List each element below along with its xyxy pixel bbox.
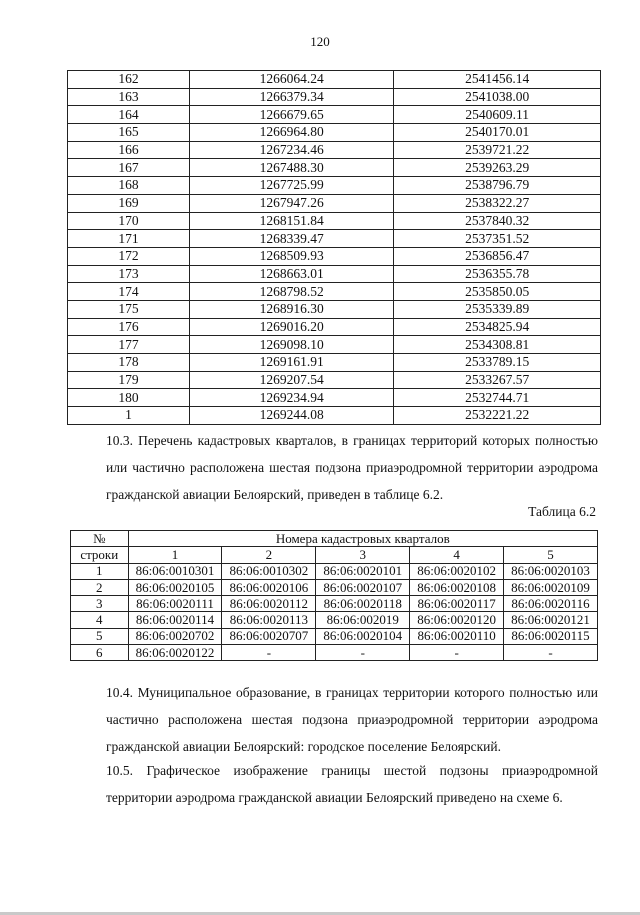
coordinate-y: 2536856.47 [394, 247, 601, 265]
table-row [71, 596, 598, 612]
cadastral-quarter-cell: 86:06:0020104 [316, 628, 410, 644]
header-group: Номера кадастровых кварталов [128, 531, 597, 547]
header-row-label: строки [71, 547, 129, 563]
coordinate-x: 1269234.94 [189, 389, 394, 407]
table-caption: Таблица 6.2 [528, 504, 596, 519]
coordinate-x: 1267234.46 [189, 141, 394, 159]
coordinate-y: 2536355.78 [394, 265, 601, 283]
cadastral-quarter-cell: 86:06:0020109 [504, 579, 598, 595]
coordinate-y: 2540609.11 [394, 106, 601, 124]
cadastral-quarter-cell: - [222, 645, 316, 661]
table-row [71, 628, 598, 644]
coordinate-y: 2539263.29 [394, 159, 601, 177]
header-number-sign: № [71, 531, 129, 547]
cadastral-quarter-cell: - [316, 645, 410, 661]
col-number: 4 [410, 547, 504, 563]
coordinate-x: 1268509.93 [189, 247, 394, 265]
cadastral-quarter-cell: 86:06:0020702 [128, 628, 222, 644]
table-row [68, 247, 601, 265]
coordinate-x: 1269161.91 [189, 354, 394, 372]
coordinate-x: 1268339.47 [189, 230, 394, 248]
point-number: 166 [68, 141, 190, 159]
cadastral-quarter-cell: 86:06:0020118 [316, 596, 410, 612]
cadastral-quarter-cell: 86:06:0020103 [504, 563, 598, 579]
table-row [68, 194, 601, 212]
coordinate-y: 2541038.00 [394, 88, 601, 106]
table-row [71, 645, 598, 661]
table-row [68, 389, 601, 407]
coordinate-y: 2532221.22 [394, 407, 601, 425]
point-number: 178 [68, 354, 190, 372]
coordinate-y: 2533267.57 [394, 371, 601, 389]
cadastral-quarter-cell: 86:06:0020120 [410, 612, 504, 628]
coordinate-x: 1269244.08 [189, 407, 394, 425]
cadastral-quarter-cell: 86:06:0020108 [410, 579, 504, 595]
coordinate-y: 2539721.22 [394, 141, 601, 159]
cadastral-quarter-cell: 86:06:0020105 [128, 579, 222, 595]
coordinate-x: 1269098.10 [189, 336, 394, 354]
coordinate-x: 1268663.01 [189, 265, 394, 283]
point-number: 175 [68, 300, 190, 318]
table-row [71, 612, 598, 628]
coordinate-y: 2537351.52 [394, 230, 601, 248]
cadastral-quarter-cell: 86:06:0020113 [222, 612, 316, 628]
table-row [68, 177, 601, 195]
coordinate-y: 2533789.15 [394, 354, 601, 372]
coordinate-y: 2541456.14 [394, 71, 601, 89]
cadastral-quarter-cell: 86:06:0020115 [504, 628, 598, 644]
coordinate-y: 2534825.94 [394, 318, 601, 336]
cadastral-quarter-cell: - [504, 645, 598, 661]
paragraph-10-5 [74, 757, 598, 811]
cadastral-quarter-cell: 86:06:0020107 [316, 579, 410, 595]
table-row [68, 336, 601, 354]
table-row [68, 300, 601, 318]
coordinate-x: 1268151.84 [189, 212, 394, 230]
coordinate-y: 2538322.27 [394, 194, 601, 212]
point-number: 171 [68, 230, 190, 248]
point-number: 168 [68, 177, 190, 195]
coordinate-x: 1268916.30 [189, 300, 394, 318]
row-number: 5 [71, 628, 129, 644]
point-number: 172 [68, 247, 190, 265]
coordinate-x: 1269016.20 [189, 318, 394, 336]
cadastral-quarter-cell: 86:06:0020101 [316, 563, 410, 579]
point-number: 179 [68, 371, 190, 389]
table-row [68, 354, 601, 372]
table-row [68, 159, 601, 177]
cadastral-quarter-cell: 86:06:0020102 [410, 563, 504, 579]
point-number: 163 [68, 88, 190, 106]
coordinate-y: 2532744.71 [394, 389, 601, 407]
coordinate-y: 2540170.01 [394, 124, 601, 142]
table-row [68, 71, 601, 89]
coordinates-table [67, 70, 601, 425]
cadastral-quarter-cell: 86:06:0020111 [128, 596, 222, 612]
table-row [68, 283, 601, 301]
point-number: 174 [68, 283, 190, 301]
point-number: 167 [68, 159, 190, 177]
cadastral-quarter-cell: 86:06:0010301 [128, 563, 222, 579]
paragraph-10-4-text: 10.4. Муниципальное образование, в границах территории которого полностью или частично расположена шестая подзона приаэродромной территории аэродрома гражданской авиации Белоярский: городское поселение Белоярский. [106, 685, 598, 754]
coordinate-y: 2537840.32 [394, 212, 601, 230]
cadastral-quarters-table [70, 530, 598, 661]
cadastral-quarter-cell: 86:06:0020112 [222, 596, 316, 612]
point-number: 173 [68, 265, 190, 283]
point-number: 170 [68, 212, 190, 230]
row-number: 6 [71, 645, 129, 661]
table-row [68, 124, 601, 142]
page-number: 120 [310, 34, 330, 49]
coordinate-x: 1268798.52 [189, 283, 394, 301]
coordinate-x: 1266379.34 [189, 88, 394, 106]
table-row [71, 563, 598, 579]
coordinate-x: 1266679.65 [189, 106, 394, 124]
table-row [68, 230, 601, 248]
cadastral-quarter-cell: 86:06:0020122 [128, 645, 222, 661]
paragraph-10-5-text: 10.5. Графическое изображение границы шестой подзоны приаэродромной территории аэродрома гражданской авиации Белоярский приведено на схеме 6. [106, 763, 598, 805]
point-number: 180 [68, 389, 190, 407]
coordinate-x: 1269207.54 [189, 371, 394, 389]
coordinate-x: 1267947.26 [189, 194, 394, 212]
table-row [68, 88, 601, 106]
table-row [68, 212, 601, 230]
col-number: 3 [316, 547, 410, 563]
point-number: 177 [68, 336, 190, 354]
point-number: 1 [68, 407, 190, 425]
coordinate-y: 2535339.89 [394, 300, 601, 318]
table-row [68, 318, 601, 336]
point-number: 162 [68, 71, 190, 89]
coordinate-x: 1267725.99 [189, 177, 394, 195]
table-row [68, 141, 601, 159]
table-row [68, 371, 601, 389]
cadastral-quarter-cell: 86:06:0020116 [504, 596, 598, 612]
paragraph-10-4 [74, 679, 598, 760]
coordinate-x: 1267488.30 [189, 159, 394, 177]
paragraph-10-3-text: 10.3. Перечень кадастровых кварталов, в границах территорий которых полностью или частично расположена шестая подзона приаэродромной территории аэродрома гражданской авиации Белоярский, приведен в таблице 6.2. [106, 433, 598, 502]
coordinate-y: 2538796.79 [394, 177, 601, 195]
table-row [68, 265, 601, 283]
coordinate-x: 1266964.80 [189, 124, 394, 142]
point-number: 165 [68, 124, 190, 142]
cadastral-quarter-cell: 86:06:0020707 [222, 628, 316, 644]
cadastral-quarter-cell: 86:06:0010302 [222, 563, 316, 579]
cadastral-quarter-cell: - [410, 645, 504, 661]
paragraph-10-3 [74, 427, 598, 508]
row-number: 2 [71, 579, 129, 595]
table-row [68, 407, 601, 425]
cadastral-quarter-cell: 86:06:0020106 [222, 579, 316, 595]
point-number: 176 [68, 318, 190, 336]
cadastral-quarter-cell: 86:06:002019 [316, 612, 410, 628]
point-number: 164 [68, 106, 190, 124]
col-number: 5 [504, 547, 598, 563]
row-number: 4 [71, 612, 129, 628]
col-number: 2 [222, 547, 316, 563]
cadastral-quarter-cell: 86:06:0020110 [410, 628, 504, 644]
coordinate-y: 2534308.81 [394, 336, 601, 354]
cadastral-quarter-cell: 86:06:0020121 [504, 612, 598, 628]
cadastral-quarter-cell: 86:06:0020117 [410, 596, 504, 612]
coordinate-y: 2535850.05 [394, 283, 601, 301]
point-number: 169 [68, 194, 190, 212]
table-row [71, 579, 598, 595]
table-row [68, 106, 601, 124]
col-number: 1 [128, 547, 222, 563]
coordinate-x: 1266064.24 [189, 71, 394, 89]
row-number: 3 [71, 596, 129, 612]
cadastral-quarter-cell: 86:06:0020114 [128, 612, 222, 628]
row-number: 1 [71, 563, 129, 579]
